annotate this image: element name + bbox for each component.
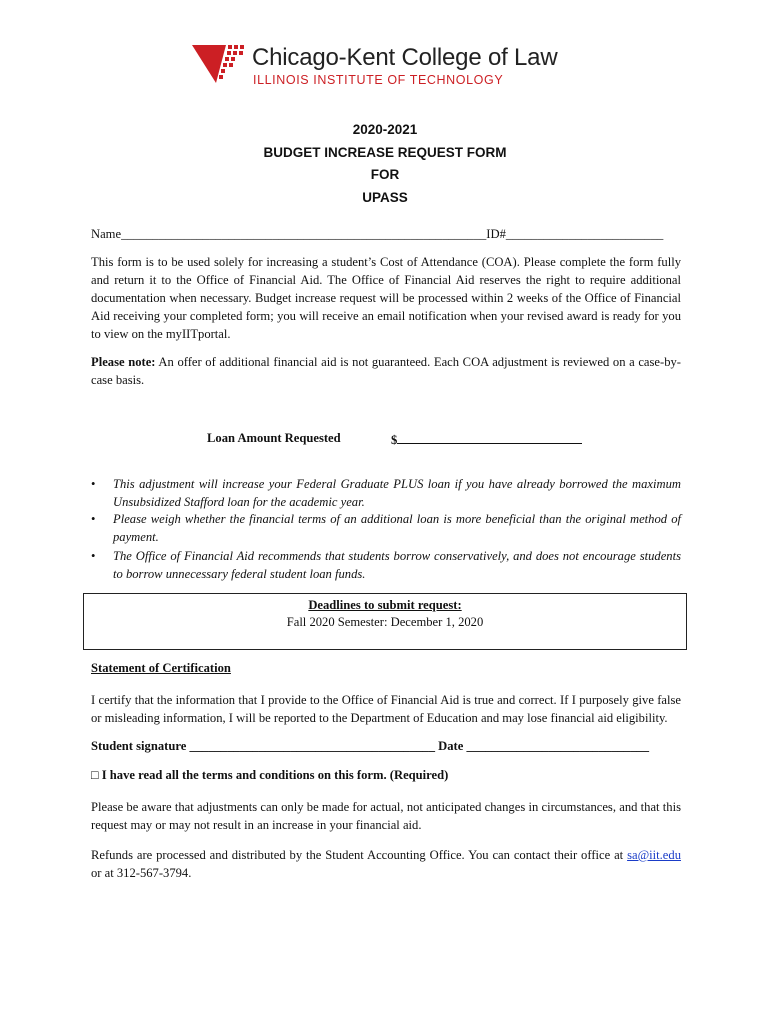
form-title [0,119,770,209]
loan-notes-list [91,476,681,583]
note-paragraph [91,353,681,389]
intro-paragraph: This form is to be used solely for increasing a student’s Cost of Attendance (COA). Please complete the form fully and return it to the Office of Financial Aid. The Office of Financial Aid reserves the right to require additional documentation when necessary. Budget increase request will be processed within 2 weeks of the Office of Financial Aid receiving your completed form; you will receive an email notification when your revised award is ready for you to view on the myIITportal. [91,255,681,341]
institution-logo [190,43,590,93]
loan-amount-field[interactable] [391,431,582,448]
signature-date-field[interactable]: Student signature _______________________________________ Date _____________________________ [91,739,650,753]
email-link[interactable]: sa@iit.edu [627,848,681,862]
terms-checkbox-row[interactable] [91,768,448,783]
name-id-field[interactable]: Name__________________________________________________________ID#_________________________ [91,227,664,241]
certification-text: I certify that the information that I provide to the Office of Financial Aid is true and correct. If I purposely give false or misleading information, I will be reported to the Department of Education and may lose financial aid eligibility. [91,693,681,725]
list-item-text: The Office of Financial Aid recommends that students borrow conservatively, and does not encourage students to borrow unnecessary federal student loan funds. [113,549,681,581]
note-label: Please note: [91,355,156,369]
list-item [91,476,681,511]
bullet-glyph: • [91,512,96,526]
bullet-glyph: • [91,549,96,563]
title-for: FOR [370,167,400,182]
title-form-name: BUDGET INCREASE REQUEST FORM [263,144,507,160]
checkbox-icon[interactable]: □ [91,768,99,782]
currency-symbol: $ [391,433,398,447]
list-item-text: Please weigh whether the financial terms of an additional loan is more beneficial than the original method of payment. [113,512,681,544]
list-item-text: This adjustment will increase your Federal Graduate PLUS loan if you have already borrowed the maximum Unsubsidized Stafford loan for the academic year. [113,477,681,509]
institution-name: Chicago-Kent College of Law [252,44,558,71]
chicago-kent-logo-icon [190,43,244,85]
title-program: UPASS [362,189,408,205]
deadline-fall: Fall 2020 Semester: December 1, 2020 [286,615,484,629]
institution-subtitle: ILLINOIS INSTITUTE OF TECHNOLOGY [253,73,504,87]
deadlines-box [83,593,687,650]
deadlines-heading: Deadlines to submit request: [308,598,462,612]
adjustments-paragraph: Please be aware that adjustments can only be made for actual, not anticipated changes in circumstances, and that this request may or may not result in an increase in your financial aid. [91,800,681,832]
list-item [91,511,681,546]
refunds-paragraph [91,846,681,882]
refunds-phone: or at 312-567-3794. [91,866,192,880]
list-item [91,548,681,583]
certification-title: Statement of Certification [91,661,231,675]
checkbox-label: I have read all the terms and conditions on this form. (Required) [98,768,449,782]
refunds-text: Refunds are processed and distributed by the Student Accounting Office. You can contact their office at [91,848,628,862]
note-text: An offer of additional financial aid is not guaranteed. Each COA adjustment is reviewed on a case-by-case basis. [91,355,681,387]
title-year: 2020-2021 [352,122,418,137]
loan-amount-label: Loan Amount Requested [207,431,341,445]
loan-amount-input-line[interactable] [397,431,582,444]
bullet-glyph: • [91,477,96,491]
